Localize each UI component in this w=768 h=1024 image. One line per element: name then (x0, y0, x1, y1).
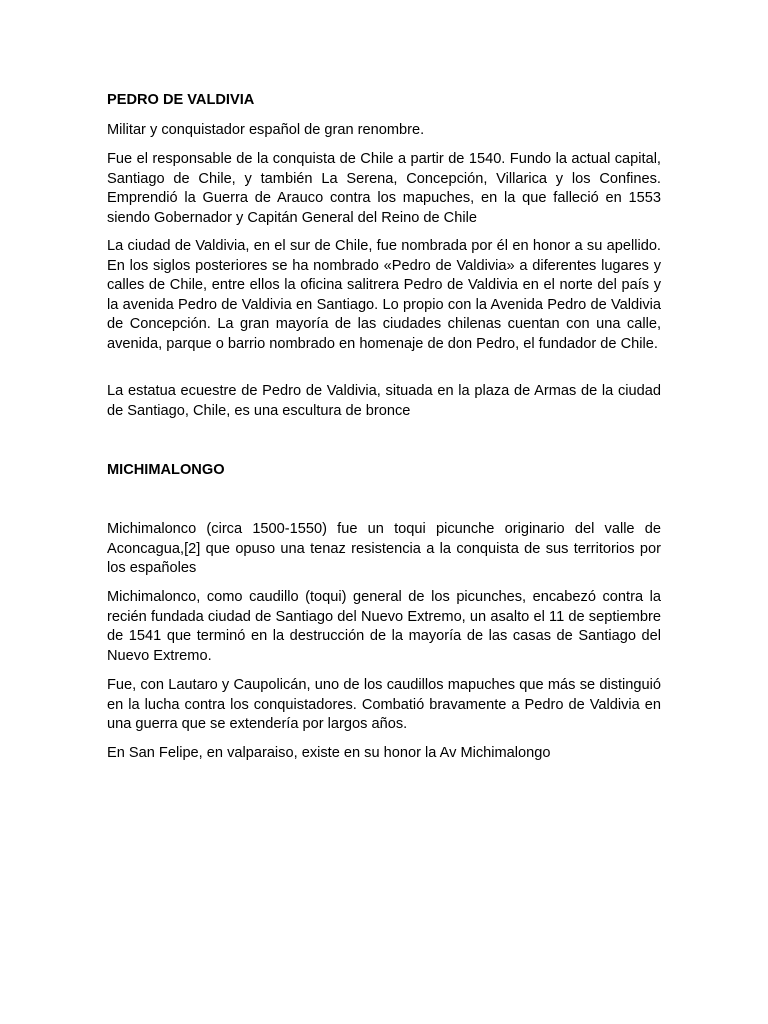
paragraph-michimalonco-origin: Michimalonco (circa 1500-1550) fue un toqui picunche originario del valle de Aconcagua,[2] que opuso una tenaz resistencia a la conquista de sus territorios por los españoles (107, 521, 661, 576)
paragraph-conquest: Fue el responsable de la conquista de Chile a partir de 1540. Fundo la actual capital, Santiago de Chile, y también La Serena, Concepción, Villarica y los Confines. Emprendió la Guerra de Arauco contra los mapuches, en la que falleció en 1553 siendo Gobernador y Capitán General del Reino de Chile (107, 151, 661, 226)
section-heading-michimalongo: MICHIMALONGO (107, 462, 225, 478)
paragraph-michimalonco-fight: Fue, con Lautaro y Caupolicán, uno de los caudillos mapuches que más se distinguió en la lucha contra los conquistadores. Combatió bravamente a Pedro de Valdivia en una guerra que se extendería por largos años. (107, 677, 661, 732)
paragraph-michimalonco-assault: Michimalonco, como caudillo (toqui) general de los picunches, encabezó contra la recién fundada ciudad de Santiago del Nuevo Extremo, un asalto el 11 de septiembre de 1541 que terminó en la destrucción de la mayoría de las casas de Santiago del Nuevo Extremo. (107, 589, 661, 664)
paragraph-av-michimalongo: En San Felipe, en valparaiso, existe en su honor la Av Michimalongo (107, 745, 551, 761)
paragraph-statue: La estatua ecuestre de Pedro de Valdivia, situada en la plaza de Armas de la ciudad de Santiago, Chile, es una escultura de bronce (107, 383, 661, 419)
paragraph-city-valdivia: La ciudad de Valdivia, en el sur de Chile, fue nombrada por él en honor a su apellido. En los siglos posteriores se ha nombrado «Pedro de Valdivia» a diferentes lugares y calles de Chile, entre ellos la oficina salitrera Pedro de Valdivia en el norte del país y la avenida Pedro de Valdivia en Santiago. Lo propio con la Avenida Pedro de Valdivia de Concepción. La gran mayoría de las ciudades chilenas cuentan con una calle, avenida, parque o barrio nombrado en homenaje de don Pedro, el fundador de Chile. (107, 238, 661, 352)
paragraph-intro: Militar y conquistador español de gran renombre. (107, 122, 425, 138)
section-heading-pedro-de-valdivia: PEDRO DE VALDIVIA (107, 92, 255, 108)
